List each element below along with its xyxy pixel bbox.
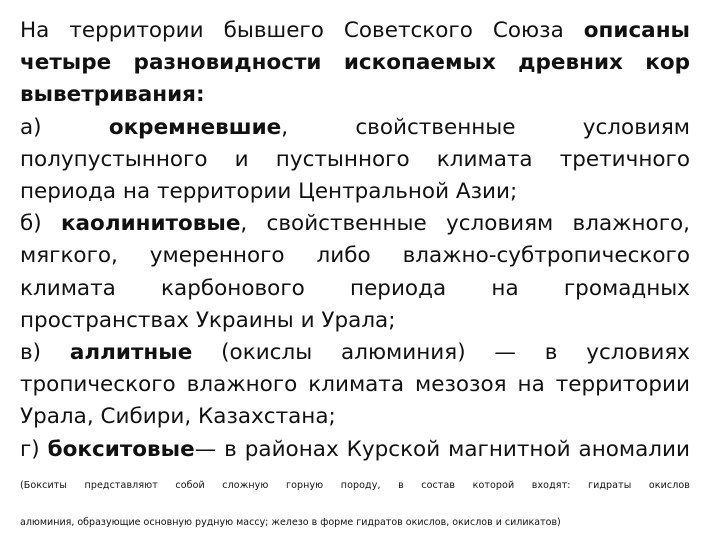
item-g-paragraph <box>20 434 690 498</box>
item-v-term: аллитные <box>69 340 193 366</box>
item-b-marker: б) <box>20 211 61 237</box>
item-a-marker: а) <box>20 114 109 140</box>
item-g-footnote-end: алюминия, образующие основную рудную массу; железо в форме гидратов окислов, окислов и силикатов) <box>20 517 561 528</box>
item-g-term: бокситовые <box>47 436 195 462</box>
item-b-description: , свойственные условиям влажного, мягкого, умеренного либо влажно-субтропического климата карбонового периода на громадных пространствах Украины и Урала; <box>20 211 690 333</box>
item-g-footnote-start: (Бокситы представляют собой сложную горную породу, в состав которой входят: гидраты окислов <box>20 479 690 491</box>
intro-paragraph <box>20 15 690 112</box>
intro-text: На территории бывшего Советского Союза <box>20 18 584 43</box>
item-v-description: (окислы алюминия) — в условиях тропического влажного климата мезозоя на территории Урала, Сибири, Казахстана; <box>20 340 690 430</box>
item-a-description: , свойственные условиям полупустынного и пустынного климата третичного периода на территории Центральной Азии; <box>20 114 690 205</box>
item-a-term: окремневшие <box>108 114 282 140</box>
item-b-paragraph <box>20 208 690 337</box>
item-a-paragraph <box>20 112 690 209</box>
item-g-marker: г) <box>20 436 48 462</box>
item-v-paragraph <box>20 337 690 434</box>
item-g-description: — в районах Курской магнитной аномалии <box>194 436 690 462</box>
main-text-block <box>20 15 690 498</box>
item-v-marker: в) <box>20 340 70 366</box>
item-b-term: каолинитовые <box>60 211 241 237</box>
intro-bold-text: описаны четыре разновидности ископаемых древних кор выветривания: <box>20 18 690 108</box>
